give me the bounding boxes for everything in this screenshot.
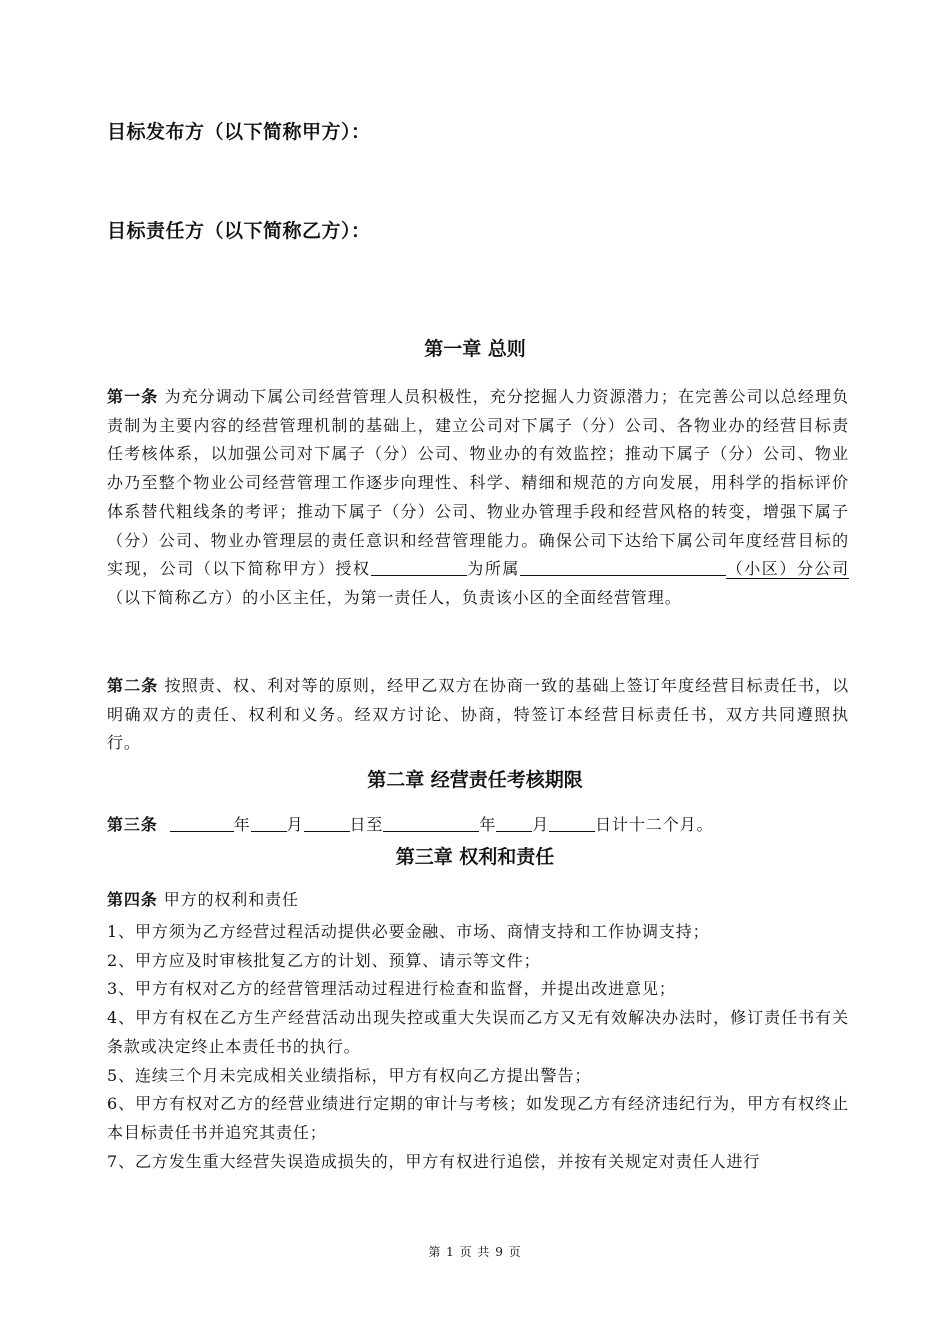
article-1-end: （以下简称乙方）的小区主任，为第一责任人，负责该小区的全面经营管理。 [107, 587, 682, 607]
list-item: 4、甲方有权在乙方生产经营活动出现失控或重大失误而乙方又无有效解决办法时，修订责任书有关条款或决定终止本责任书的执行。 [107, 1008, 849, 1056]
authorized-person-blank [371, 557, 467, 576]
chapter-1-title: 第一章 总则 [424, 338, 526, 360]
article-1 [107, 383, 849, 613]
period-end-label: 日计十二个月。 [595, 815, 714, 834]
start-day-blank [304, 813, 350, 832]
year-label: 年 [233, 815, 251, 834]
chapter-3-title: 第三章 权利和责任 [395, 846, 555, 868]
end-year-label: 年 [479, 815, 497, 834]
article-2-text: 按照责、权、利对等的原则，经甲乙双方在协商一致的基础上签订年度经营目标责任书，以明确双方的责任、权利和义务。经双方讨论、协商，特签订本经营目标责任书，双方共同遵照执行。 [107, 676, 849, 753]
end-month-label: 月 [532, 815, 550, 834]
responsible-party-line: 目标责任方（以下简称乙方）： [107, 220, 371, 242]
issuer-party-line: 目标发布方（以下简称甲方）： [107, 121, 371, 143]
list-item: 6、甲方有权对乙方的经营业绩进行定期的审计与考核；如发现乙方有经济违纪行为，甲方有权终止本目标责任书并追究其责任； [107, 1094, 849, 1142]
start-year-blank [170, 813, 234, 832]
article-1-underlined: （小区）分公司 [725, 559, 849, 579]
month-label: 月 [286, 815, 304, 834]
article-1-text: 为充分调动下属公司经营管理人员积极性，充分挖掘人力资源潜力；在完善公司以总经理负责制为主要内容的经营管理机制的基础上，建立公司对下属子（分）公司、各物业办的经营目标责任考核体系，以加强公司对下属子（分）公司、物业办的有效监控；推动下属子（分）公司、物业办乃至整个物业公司经营管理工作逐步向理性、科学、精细和规范的方向发展，用科学的指标评价体系替代粗线条的考评；推动下属子（分）公司、物业办管理手段和经营风格的转变，增强下属子（分）公司、物业办管理层的责任意识和经营管理能力。确保公司下达给下属公司年度经营目标的实现，公司（以下简称甲方）授权 [107, 387, 849, 579]
list-item: 2、甲方应及时审核批复乙方的计划、预算、请示等文件； [107, 950, 541, 970]
article-2 [107, 672, 849, 758]
community-name-blank [520, 557, 726, 576]
list-item: 5、连续三个月未完成相关业绩指标，甲方有权向乙方提出警告； [107, 1065, 592, 1085]
article-4-text: 甲方的权利和责任 [163, 890, 299, 909]
list-item: 7、乙方发生重大经营失误造成损失的，甲方有权进行追偿，并按有关规定对责任人进行 [107, 1151, 761, 1171]
list-item: 1、甲方须为乙方经营过程活动提供必要金融、市场、商情支持和工作协调支持； [107, 922, 710, 941]
article-3-label: 第三条 [107, 815, 158, 834]
end-month-blank [496, 813, 532, 832]
end-day-blank [549, 813, 595, 832]
start-month-blank [251, 813, 287, 832]
article-4 [107, 886, 849, 915]
page-footer: 第 1 页 共 9 页 [428, 1245, 522, 1259]
article-2-label: 第二条 [107, 676, 159, 695]
article-1-mid: 为所属 [466, 559, 520, 579]
article-1-label: 第一条 [107, 387, 159, 406]
day-to-label: 日至 [349, 815, 384, 834]
list-item: 3、甲方有权对乙方的经营管理活动过程进行检查和监督，并提出改进意见； [107, 979, 676, 999]
end-year-blank [383, 813, 479, 832]
chapter-2-title: 第二章 经营责任考核期限 [367, 769, 583, 791]
rights-list [107, 918, 849, 1176]
article-3 [107, 811, 849, 840]
article-4-label: 第四条 [107, 890, 158, 909]
